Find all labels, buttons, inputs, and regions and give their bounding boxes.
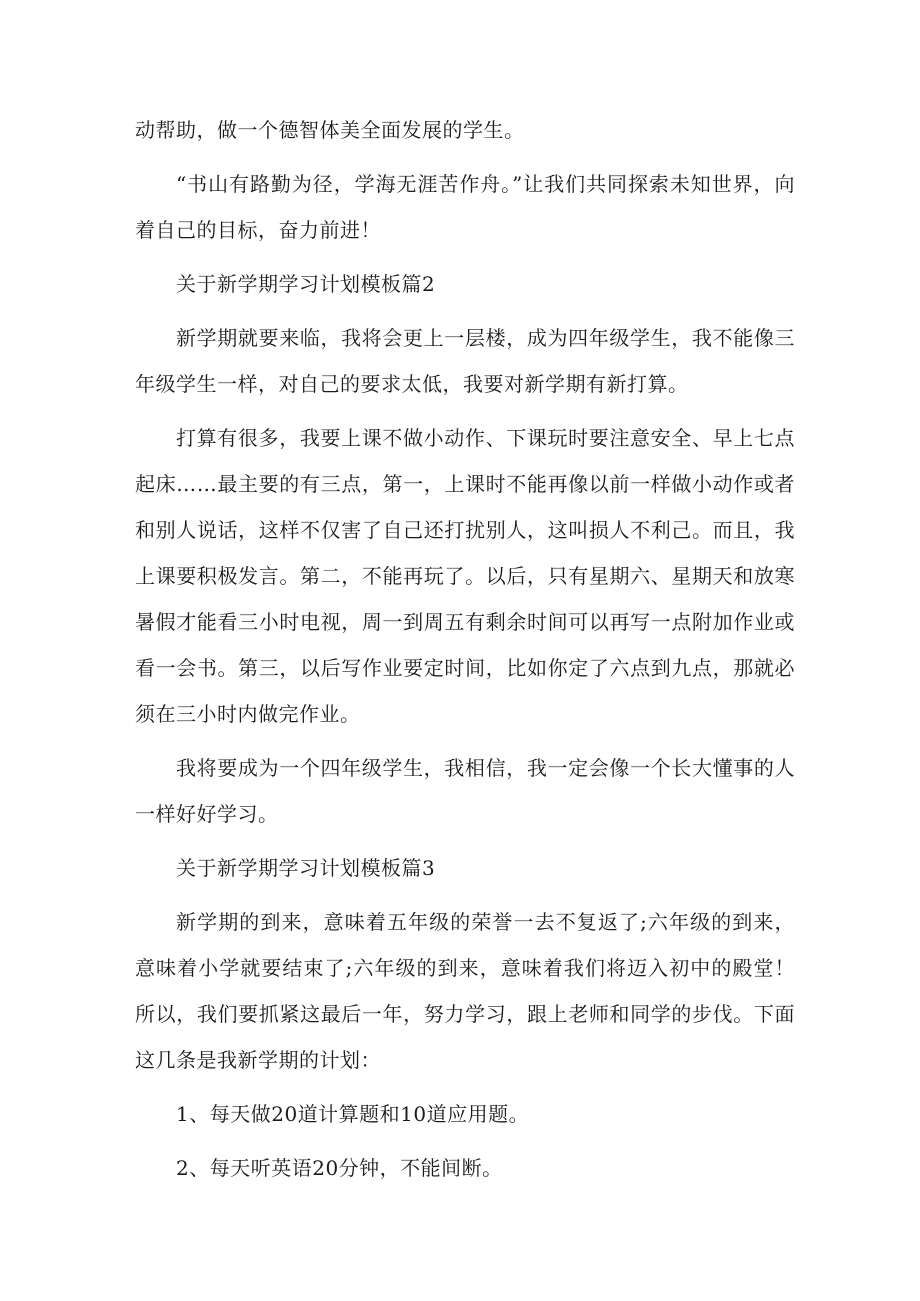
paragraph: 新学期的到来，意味着五年级的荣誉一去不复返了;六年级的到来，意味着小学就要结束了;六年级的到来，意味着我们将迈入初中的殿堂！所以，我们要抓紧这最后一年，努力学习，跟上老师和同学的步伐。下面这几条是我新学期的计划： [135, 910, 795, 1072]
paragraph: 打算有很多，我要上课不做小动作、下课玩时要注意安全、早上七点起床……最主要的有三点，第一，上课时不能再像以前一样做小动作或者和别人说话，这样不仅害了自己还打扰别人，这叫损人不利己。而且，我上课要积极发言。第二，不能再玩了。以后，只有星期六、星期天和放寒暑假才能看三小时电视，周一到周五有剩余时间可以再写一点附加作业或看一会书。第三，以后写作业要定时间，比如你定了六点到九点，那就必须在三小时内做完作业。 [135, 426, 795, 726]
paragraph-continuation: 动帮助，做一个德智体美全面发展的学生。 [135, 118, 525, 142]
document-body [135, 107, 795, 1191]
list-item: 1、每天做20道计算题和10道应用题。 [176, 1102, 530, 1126]
list-item: 2、每天听英语20分钟，不能间断。 [176, 1156, 503, 1180]
section-heading-3: 关于新学期学习计划模板篇3 [176, 856, 436, 880]
section-heading-2: 关于新学期学习计划模板篇2 [176, 272, 436, 296]
paragraph-quote: “书山有路勤为径，学海无涯苦作舟。”让我们共同探索未知世界，向着自己的目标，奋力前进！ [135, 172, 795, 242]
paragraph: 我将要成为一个四年级学生，我相信，我一定会像一个长大懂事的人一样好好学习。 [135, 756, 795, 826]
paragraph: 新学期就要来临，我将会更上一层楼，成为四年级学生，我不能像三年级学生一样，对自己的要求太低，我要对新学期有新打算。 [135, 326, 795, 396]
